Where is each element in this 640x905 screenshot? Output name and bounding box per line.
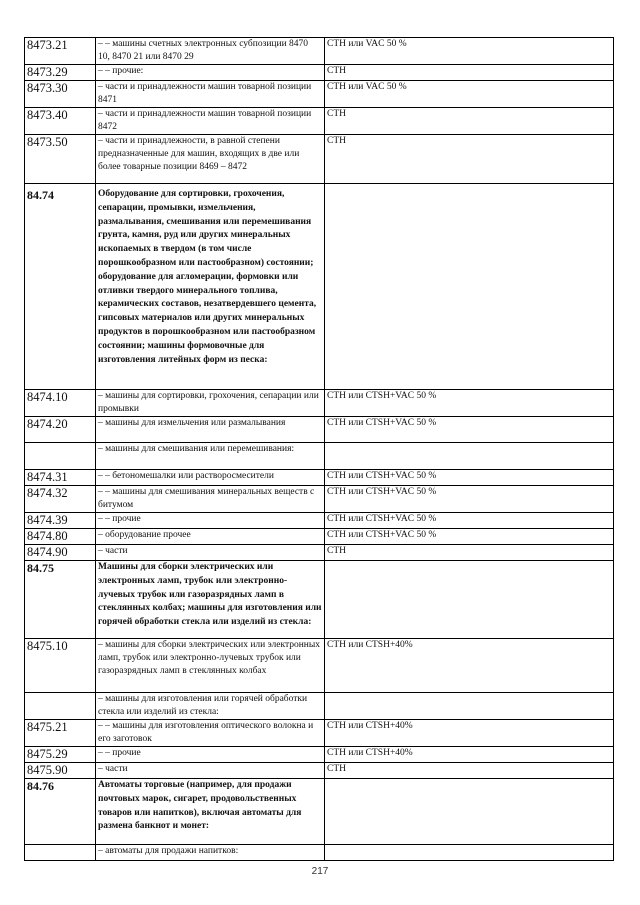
table-row [25,135,614,184]
hs-code [25,693,96,720]
table-row [25,486,614,513]
hs-code: 8473.29 [25,65,96,81]
origin-rule: СТН или CTSH+VAC 50 % [325,513,614,529]
origin-rule [325,561,614,639]
description: – машины для смешивания или перемешивания: [96,443,325,470]
table-row [25,529,614,545]
table-row [25,763,614,779]
origin-rule: СТН или VAC 50 % [325,81,614,108]
hs-code: 84.74 [25,184,96,390]
description: – части [96,763,325,779]
description: – части [96,545,325,561]
origin-rule [325,779,614,845]
hs-code: 8474.39 [25,513,96,529]
origin-rule: СТН или CTSH+VAC 50 % [325,390,614,417]
table-row-heading [25,561,614,639]
hs-code: 8475.90 [25,763,96,779]
hs-code: 8474.20 [25,417,96,443]
table-row-heading [25,184,614,390]
hs-code: 8473.50 [25,135,96,184]
origin-rule [325,845,614,861]
hs-code: 8474.32 [25,486,96,513]
table-row [25,747,614,763]
origin-rule [325,693,614,720]
hs-code: 8473.21 [25,38,96,65]
description: – машины для измельчения или размалывания [96,417,325,443]
table-row [25,845,614,861]
origin-rule: СТН [325,763,614,779]
origin-rule: СТН или CTSH+40% [325,747,614,763]
table-row [25,65,614,81]
hs-code [25,845,96,861]
description: – машины для изготовления или горячей обработки стекла или изделий из стекла: [96,693,325,720]
table-row [25,81,614,108]
origin-rule: СТН или CTSH+VAC 50 % [325,470,614,486]
origin-rule: СТН или VAC 50 % [325,38,614,65]
table-row [25,108,614,135]
description: Машины для сборки электрических или электронных ламп, трубок или электронно-лучевых трубок или газоразрядных ламп в стеклянных колбах; машины для изготовления или горячей обработки стекла или изделий из стекла: [96,561,325,639]
table-row [25,693,614,720]
description: – машины для сортировки, грохочения, сепарации или промывки [96,390,325,417]
origin-rule: СТН или CTSH+VAC 50 % [325,417,614,443]
origin-rule: СТН или CTSH+VAC 50 % [325,529,614,545]
description: – – бетономешалки или растворосмесители [96,470,325,486]
hs-code: 8475.10 [25,639,96,693]
description: Автоматы торговые (например, для продажи почтовых марок, сигарет, продовольственных товаров или напитков), включая автоматы для размена банкнот и монет: [96,779,325,845]
description: – – машины для смешивания минеральных веществ с битумом [96,486,325,513]
hs-code: 8474.90 [25,545,96,561]
description: – машины для сборки электрических или электронных ламп, трубок или электронно-лучевых трубок или газоразрядных ламп в стеклянных колбах [96,639,325,693]
table-row [25,545,614,561]
description: – части и принадлежности, в равной степени предназначенные для машин, входящих в две или более товарные позиции 8469 – 8472 [96,135,325,184]
description: – – машины для изготовления оптического волокна и его заготовок [96,720,325,747]
hs-code: 8474.10 [25,390,96,417]
origin-rule [325,184,614,390]
table-row [25,639,614,693]
origin-rule: СТН [325,545,614,561]
table-row [25,38,614,65]
hs-code: 8473.30 [25,81,96,108]
description: – – прочие: [96,65,325,81]
origin-rule: СТН или CTSH+VAC 50 % [325,486,614,513]
hs-code: 8473.40 [25,108,96,135]
hs-code [25,443,96,470]
origin-rules-table [24,37,614,861]
description: – – машины счетных электронных субпозиции 8470 10, 8470 21 или 8470 29 [96,38,325,65]
page-number: 217 [311,866,329,877]
description: – части и принадлежности машин товарной позиции 8472 [96,108,325,135]
description: – – прочие [96,513,325,529]
hs-code: 8474.80 [25,529,96,545]
origin-rule: СТН [325,65,614,81]
description: – части и принадлежности машин товарной позиции 8471 [96,81,325,108]
table-row [25,470,614,486]
origin-rule [325,443,614,470]
table-row [25,513,614,529]
hs-code: 8475.21 [25,720,96,747]
hs-code: 8475.29 [25,747,96,763]
table-row-heading [25,779,614,845]
table-row [25,720,614,747]
table-row [25,443,614,470]
table-row [25,390,614,417]
hs-code: 8474.31 [25,470,96,486]
hs-code: 84.76 [25,779,96,845]
description: Оборудование для сортировки, грохочения, сепарации, промывки, измельчения, размалывания, смешивания или перемешивания грунта, камня, руд или других минеральных ископаемых в твердом (в том числе порошкообразном или пастообразном) состоянии; оборудование для агломерации, формовки или отливки твердого минерального топлива, керамических составов, незатвердевшего цемента, гипсовых материалов или других минеральных продуктов в порошкообразном или пастообразном состоянии; машины формовочные для изготовления литейных форм из песка: [96,184,325,390]
origin-rule: СТН [325,108,614,135]
origin-rule: СТН или CTSH+40% [325,639,614,693]
description: – оборудование прочее [96,529,325,545]
description: – – прочие [96,747,325,763]
origin-rule: СТН [325,135,614,184]
origin-rule: СТН или CTSH+40% [325,720,614,747]
hs-code: 84.75 [25,561,96,639]
table-row [25,417,614,443]
description: – автоматы для продажи напитков: [96,845,325,861]
